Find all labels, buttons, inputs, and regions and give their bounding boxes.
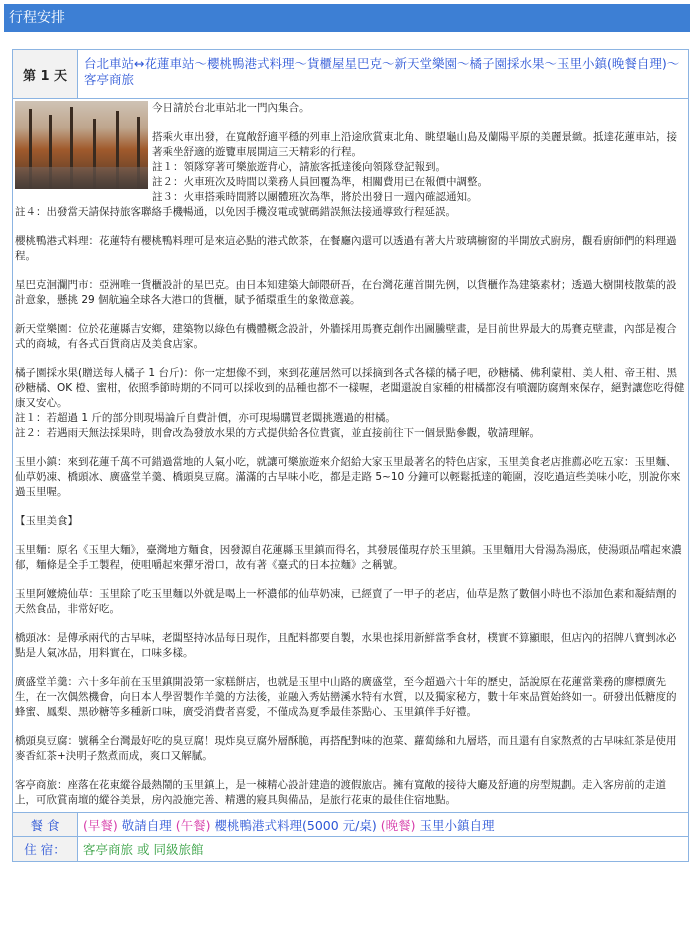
breakfast-tag: (早餐): [83, 817, 118, 833]
dinner-tag: (晚餐): [380, 817, 416, 833]
description-line: 今日請於台北車站北一門內集合。: [152, 102, 310, 114]
meals-row: [13, 813, 688, 837]
day-label: 第 1 天: [13, 50, 78, 98]
description-line: 玉里小鎮：來到花蓮千萬不可錯過當地的人氣小吃，就讓可樂旅遊來介紹給大家玉里最著名的特色店家，玉里美食老店推薦必吃五家：玉里麵、仙草奶凍、橋頭冰、廣盛堂羊羹、橋頭臭豆腐。滿滿的古早味小吃，都是走路 5~10 分鐘可以輕鬆抵達的範圍，沒吃過這些美味小吃，別說你來過玉里喔。: [15, 456, 681, 498]
day-route: 台北車站↔花蓮車站～櫻桃鴨港式料理～貨櫃屋星巴克～新天堂樂園～橘子園採水果～玉里小鎮(晚餐自理)～客亭商旅: [84, 56, 680, 87]
description-line: 【玉里美食】: [15, 515, 78, 527]
description-line: 橋頭臭豆腐：號稱全台灣最好吃的臭豆腐！現炸臭豆腐外層酥脆，再搭配對味的泡菜、蘿蔔絲和九層塔，而且還有自家熬煮的古早味紅茶是使用麥香紅茶+決明子熬煮而成，爽口又解膩。: [15, 735, 677, 762]
paragraph-gap: [15, 661, 686, 675]
paragraph-gap: [15, 529, 686, 543]
dinner-value: 玉里小鎮自理: [419, 817, 495, 833]
description-line: 星巴克洄瀾門市：亞洲唯一貨櫃設計的星巴克。由日本知建築大師隈研吾，在台灣花蓮首開先例，以貨櫃作為建築素材；透過大樹開枝散葉的設計意象，懸挑 29 個航遍全球各大港口的貨櫃，賦予循環重生的象徵意義。: [15, 279, 677, 306]
description-lines: [15, 101, 686, 808]
lunch-value: 櫻桃鴨港式料理(5000 元/桌): [214, 817, 377, 833]
meals-label: 餐 食: [13, 813, 78, 836]
hotel-value: [78, 837, 688, 861]
description-line: 廣盛堂羊羹：六十多年前在玉里鎮開設第一家糕餅店，也就是玉里中山路的廣盛堂，至今超過六十年的歷史，話說原在花蓮當業務的廖標廣先生，在一次偶然機會，向日本人學習製作羊羹的方法後，並融入秀姑巒溪水特有水質，以及獨家秘方，數十年來品質始終如一。研發出低糖度的蜂蜜、鳳梨、黑砂糖等多種新口味，廣受消費者喜愛，不僅成為夏季最佳茶點心、玉里鎮伴手好禮。: [15, 676, 677, 718]
breakfast-value: 敬請自理: [121, 817, 172, 833]
paragraph-gap: [15, 764, 686, 778]
description-line: 註３：火車搭乘時間將以團體班次為準，將於出發日一週內確認通知。: [152, 191, 478, 203]
section-title: 行程安排: [9, 10, 65, 26]
paragraph-gap: [15, 352, 686, 366]
hotel-name: 客亭商旅 或 同級旅館: [83, 842, 204, 857]
description-line: 新天堂樂園：位於花蓮縣吉安鄉，建築物以綠色有機體概念設計，外牆採用馬賽克創作出圖騰壁畫，是目前世界最大的馬賽克壁畫，內部是複合式的商城，有各式百貨商店及美食店家。: [15, 323, 677, 350]
day-description: [13, 99, 688, 813]
paragraph-gap: [15, 441, 686, 455]
description-line: 註２：若遇雨天無法採果時，則會改為發放水果的方式提供給各位貴賓，並直接前往下一個景點參觀，敬請理解。: [15, 427, 540, 439]
description-line: 搭乘火車出發，在寬敞舒適平穩的列車上沿途欣賞東北角、眺望龜山島及蘭陽平原的美麗景緻。抵達花蓮車站，接著乘坐舒適的遊覽車展開這三天精彩的行程。: [152, 131, 677, 158]
lunch-tag: (午餐): [175, 817, 211, 833]
scenery-photo: [15, 101, 148, 189]
paragraph-gap: [15, 573, 686, 587]
paragraph-gap: [15, 500, 686, 514]
description-line: 註２：火車班次及時間以業務人員回覆為準，相關費用已在報價中調整。: [152, 176, 488, 188]
paragraph-gap: [15, 220, 686, 234]
paragraph-gap: [15, 617, 686, 631]
description-line: 客亭商旅：座落在花東縱谷最熱鬧的玉里鎮上，是一棟精心設計建造的渡假旅店。擁有寬敞的接待大廳及舒適的房型規劃。走入客房前的走道上，可欣賞南壇的縱谷美景，房內設施完善、精選的寢具與備品，是旅行花東的最佳住宿地點。: [15, 779, 666, 806]
day-row: [13, 50, 688, 99]
hotel-row: [13, 837, 688, 861]
section-header: [4, 4, 690, 32]
description-line: 註４：出發當天請保持旅客聯絡手機暢通，以免因手機沒電或號碼錯誤無法接通導致行程延誤。: [15, 206, 456, 218]
hotel-label: 住 宿：: [13, 837, 78, 861]
paragraph-gap: [15, 264, 686, 278]
description-line: 玉里阿嬤燒仙草：玉里除了吃玉里麵以外就是喝上一杯濃郁的仙草奶凍，已經賣了一甲子的老店，仙草是熬了數個小時也不添加色素和凝結劑的天然食品，非常好吃。: [15, 588, 677, 615]
description-line: 註１：若超過 1 斤的部分則現場論斤自費計價，亦可現場購買老闆挑選過的柑橘。: [15, 412, 396, 424]
description-line: 橘子園採水果(贈送每人橘子 1 台斤)：你一定想像不到，來到花蓮居然可以採摘到各式各樣的橘子吧，砂糖橘、佛利蒙柑、美人柑、帝王柑、黑砂糖橘、OK 橙、蜜柑，依照季節時期的不同可以採收到的品種也都不一樣喔，老闆還說自家種的柑橘都沒有噴灑防腐劑來保存，絕對讓您吃得健康又安心。: [15, 367, 685, 409]
paragraph-gap: [15, 720, 686, 734]
itinerary-table: [12, 49, 689, 862]
description-line: 橋頭冰：是傳承兩代的古早味，老闆堅持冰品每日現作，且配料都要自製，水果也採用新鮮當季食材，樸實不算顯眼，但店內的招牌八寶剉冰必點是人氣冰品，用料實在，口味多樣。: [15, 632, 677, 659]
paragraph-gap: [15, 308, 686, 322]
meals-value: [78, 813, 688, 836]
description-line: 櫻桃鴨港式料理：花蓮特有櫻桃鴨料理可是來這必點的港式飲茶，在餐廳內還可以透過有著大片玻璃櫥窗的半開放式廚房，觀看廚師們的料理過程。: [15, 235, 677, 262]
description-line: 玉里麵：原名《玉里大麵》，臺灣地方麵食，因發源自花蓮縣玉里鎮而得名，其發展僅現存於玉里鎮。玉里麵用大骨湯為湯底，使湯頭品嚐起來濃郁，麵條是全手工製程，使咀嚼起來彈牙滑口，故有著《臺式的日本拉麵》之稱號。: [15, 544, 682, 571]
description-line: 註１：領隊穿著可樂旅遊背心，請旅客抵達後向領隊登記報到。: [152, 161, 446, 173]
